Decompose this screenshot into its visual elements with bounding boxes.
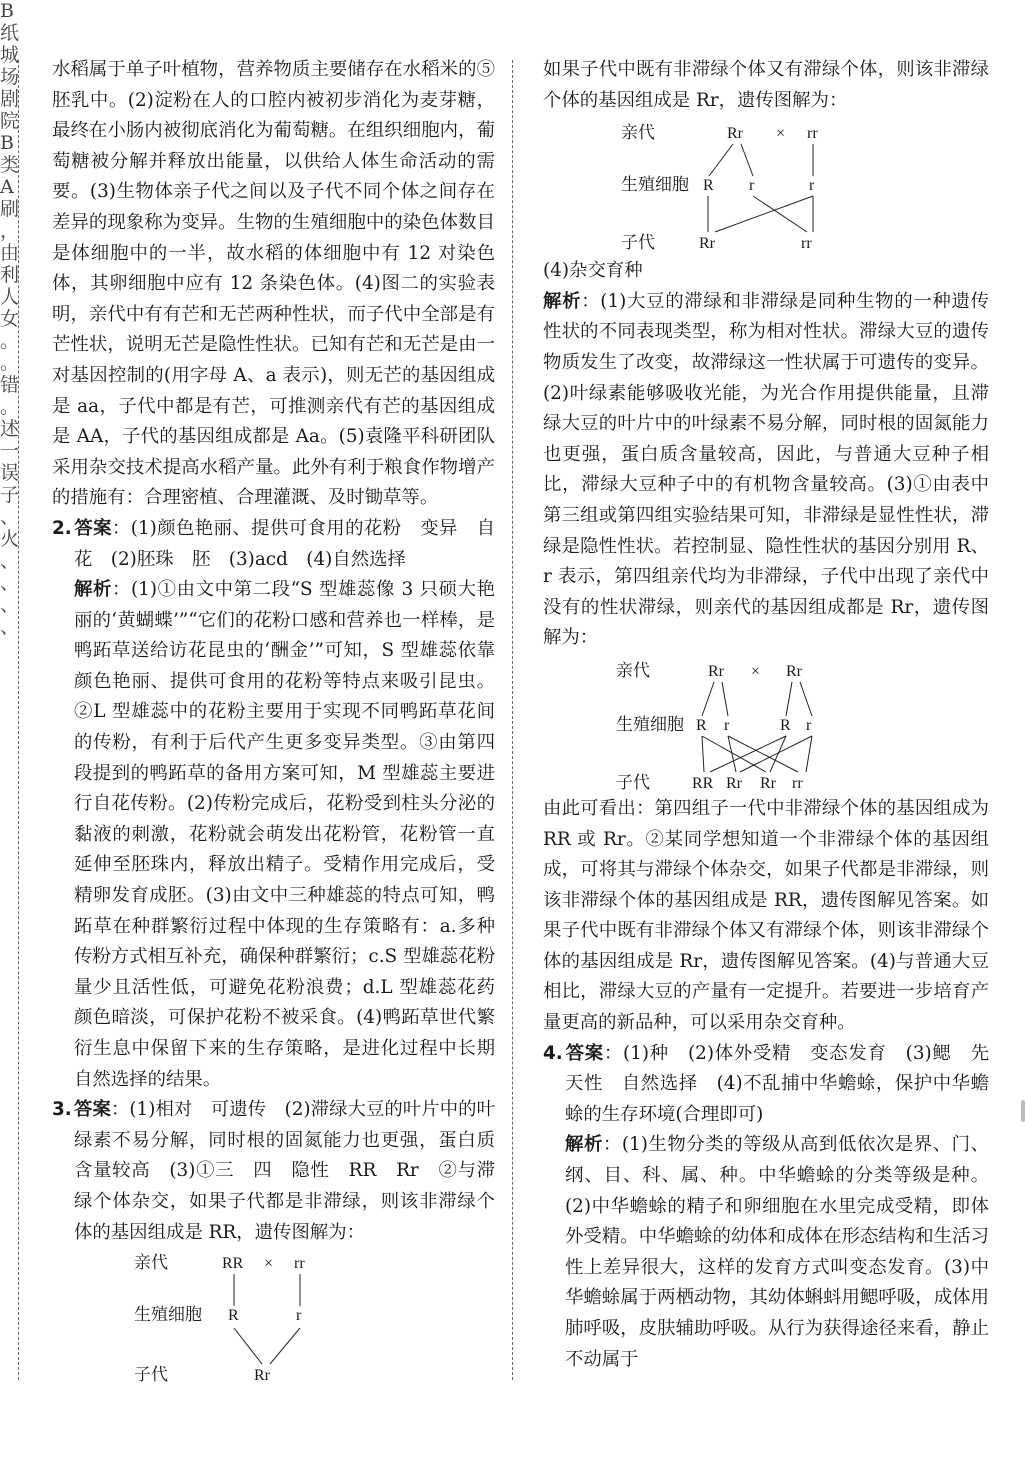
diag3-parent-1: Rr (708, 662, 724, 680)
diag1-label-parent: 亲代 (133, 1253, 168, 1273)
diag3-offspring-2: Rr (726, 774, 742, 792)
diag1-label-offspring: 子代 (133, 1365, 168, 1385)
diag3-arrow (786, 682, 792, 716)
page-edge-tab (1021, 1100, 1025, 1122)
diag3-label-gamete: 生殖细胞 (616, 714, 684, 734)
q3-analysis (543, 287, 989, 654)
genetic-diagram-rr-x-rr-2 (606, 654, 926, 794)
diag3-gamete-2: r (724, 716, 730, 734)
diag1-parent-1: RR (221, 1255, 243, 1273)
q2-answer-label: 答案 (74, 517, 112, 539)
diag1-offspring-1: Rr (253, 1367, 270, 1385)
diag3-arrow (740, 736, 812, 772)
diag3-gamete-1: R (696, 716, 707, 734)
diag1-gamete-1: R (227, 1307, 239, 1325)
q4-number: 4. (543, 1042, 563, 1064)
diag3-arrow (702, 736, 704, 772)
diag2-label-parent: 亲代 (621, 123, 655, 143)
q2-analysis (52, 575, 495, 1095)
q3-answer-text: ：(1)相对 可遗传 (2)滞绿大豆的叶片中的叶绿素不易分解，同时根的固氮能力也更强，蛋白质含量较高 (3)①三 四 隐性 RR Rr ②与滞绿个体杂交，如果子代都是非滞绿，则该非滞绿个体的基因组成是 RR，遗传图解为： (74, 1099, 495, 1243)
diag2-arrow (709, 144, 733, 176)
q3-analysis-label: 解析 (543, 290, 582, 312)
diag2-offspring-2: rr (801, 235, 812, 253)
diag3-offspring-1: RR (692, 774, 714, 792)
diag1-gamete-2: r (295, 1307, 301, 1325)
diag3-label-offspring: 子代 (616, 772, 650, 792)
diag1-arrow (234, 1328, 262, 1364)
diag2-gamete-1: R (703, 177, 714, 195)
q1-analysis-continued: 水稻属于单子叶植物，营养物质主要储存在水稻米的⑤胚乳中。(2)淀粉在人的口腔内被初步消化为麦芽糖，最终在小肠内被彻底消化为葡萄糖。在组织细胞内，葡萄糖被分解并释放出能量，以供给人体生命活动的需要。(3)生物体亲子代之间以及子代不同个体之间存在差异的现象称为变异。生物的生殖细胞中的染色体数目是体细胞中的一半，故水稻的体细胞中有 12 对染色体，其卵细胞中应有 12 条染色体。(4)图二的实验表明，亲代中有有芒和无芒两种性状，而子代中全部是有芒性状，说明无芒是隐性性状。已知有芒和无芒是由一对基因控制的(用字母 A、a 表示)，则无芒的基因组成是 aa，子代中都是有芒，可推测亲代有芒的基因组成是 AA，子代的基因组成都是 Aa。(5)袁隆平科研团队采用杂交技术提高水稻产量。此外有利于粮食作物增产的措施有：合理密植、合理灌溉、及时锄草等。 (52, 59, 495, 509)
diag3-arrow (702, 736, 766, 772)
diag3-arrow (728, 736, 798, 772)
q2-analysis-label: 解析 (74, 579, 112, 601)
diag2-cross: × (776, 125, 786, 143)
diag1-parent-2: rr (293, 1255, 305, 1273)
diag2-label-offspring: 子代 (621, 233, 655, 253)
q3-number: 3. (52, 1099, 72, 1121)
diag1-label-gamete: 生殖细胞 (133, 1305, 202, 1325)
binding-edge-text: B 纸 城 场 剧 院 B 类 A 刷 ， 由 利 人 女 。 。 错 。 述 一 误 子 、 火 、 、 、 、 (0, 0, 20, 638)
q2-number: 2. (52, 517, 72, 539)
diag2-parent-1: Rr (727, 125, 743, 143)
q3-answer-label: 答案 (74, 1099, 111, 1121)
q2-answer-text: ：(1)颜色艳丽、提供可食用的花粉 变异 自花 (2)胚珠 胚 (3)acd (4)自然选择 (74, 517, 495, 570)
q4-answer (543, 1039, 989, 1131)
diag2-arrow (741, 144, 753, 176)
diag3-gamete-3: R (780, 716, 791, 734)
diag2-label-gamete: 生殖细胞 (621, 175, 689, 195)
left-column (52, 55, 495, 1388)
q2-analysis-text: ：(1)①由文中第二段“S 型雄蕊像 3 只硕大艳丽的‘黄蝴蝶’”“它们的花粉口感和营养也一样棒，是鸭跖草送给访花昆虫的‘酬金’”可知，S 型雄蕊依靠颜色艳丽、提供可食用的花粉等特点来吸引昆虫。②L 型雄蕊中的花粉主要用于实现不同鸭跖草花间的传粉，有利于后代产生更多变异类型。③由第四段提到的鸭跖草的备用方案可知，M 型雄蕊主要进行自花传粉。(2)传粉完成后，花粉受到柱头分泌的黏液的刺激，花粉就会萌发出花粉管，花粉管一直延伸至胚珠内，释放出精子。受精作用完成后，受精卵发育成胚。(3)由文中三种雄蕊的特点可知，鸭跖草在种群繁衍过程中体现的生存策略有：a.多种传粉方式相互补充，确保种群繁衍；c.S 型雄蕊花粉量少且活性低，可避免花粉浪费；d.L 型雄蕊花药颜色暗淡，可保护花粉不被采食。(4)鸭跖草世代繁衍生息中保留下来的生存策略，是进化过程中长期自然选择的结果。 (74, 579, 495, 1090)
q4-analysis-label: 解析 (565, 1134, 603, 1156)
diag3-arrow (770, 736, 786, 772)
genetic-diagram-rr-rr (124, 1248, 424, 1388)
q4-answer-text: ：(1)种 (2)体外受精 变态发育 (3)鳃 先天性 自然选择 (4)不乱捕中华蟾蜍，保护中华蟾蜍的生存环境(合理即可) (565, 1042, 989, 1125)
diag3-arrow (722, 682, 728, 716)
q3-analysis-continued: 由此可看出：第四组子一代中非滞绿个体的基因组成为 RR 或 Rr。②某同学想知道一个非滞绿个体的基因组成，可将其与滞绿个体杂交，如果子代都是非滞绿，则该非滞绿个体的基因组成是 RR，遗传图解见答案。如果子代中既有非滞绿个体又有滞绿个体，则该非滞绿个体的基因组成是 Rr，遗传图解见答案。(4)与普通大豆相比，滞绿大豆的产量有一定提升。若要进一步培育产量更高的新品种，可以采用杂交育种。 (543, 797, 989, 1034)
diag2-gamete-2: r (749, 177, 755, 195)
diag3-offspring-4: rr (792, 774, 803, 792)
diag3-label-parent: 亲代 (616, 660, 650, 680)
q4-analysis (543, 1130, 989, 1375)
diag3-arrow (806, 736, 812, 772)
diag1-arrow (270, 1328, 300, 1364)
right-column (543, 55, 989, 1375)
diag3-gamete-4: r (806, 716, 812, 734)
diag2-gamete-3: r (809, 177, 815, 195)
binding-line (18, 60, 19, 1380)
diag3-arrow (702, 682, 714, 716)
diag3-arrow (800, 682, 812, 716)
q4-analysis-text: ：(1)生物分类的等级从高到低依次是界、门、纲、目、科、属、种。中华蟾蜍的分类等级是种。(2)中华蟾蜍的精子和卵细胞在水里完成受精，即体外受精。中华蟾蜍的幼体和成体在形态结构和生活习性上差异很大，这样的发育方式叫变态发育。(3)中华蟾蜍属于两栖动物，其幼体蝌蚪用鳃呼吸，成体用肺呼吸，皮肤辅助呼吸。从行为获得途径来看，静止不动属于 (565, 1134, 989, 1370)
column-divider (512, 60, 513, 1380)
q4-answer-label: 答案 (565, 1042, 604, 1064)
q3-answer (52, 1095, 495, 1248)
diag2-parent-2: rr (807, 125, 818, 143)
q3-analysis-text: ：(1)大豆的滞绿和非滞绿是同种生物的一种遗传性状的不同表现类型，称为相对性状。滞绿大豆的遗传物质发生了改变，故滞绿这一性状属于可遗传的变异。(2)叶绿素能够吸收光能，为光合作用提供能量，且滞绿大豆的叶片中的叶绿素不易分解，同时根的固氮能力也更强，蛋白质含量较高，因此，与普通大豆种子相比，滞绿大豆种子中的有机物含量较高。(3)①由表中第三组或第四组实验结果可知，非滞绿是显性性状，滞绿是隐性性状。若控制显、隐性性状的基因分别用 R、r 表示，第四组亲代均为非滞绿，子代中出现了亲代中没有的性状滞绿，则亲代的基因组成都是 Rr，遗传图解为： (543, 290, 989, 649)
q3-answer-4: (4)杂交育种 (543, 260, 643, 282)
q3-rr-intro: 如果子代中既有非滞绿个体又有滞绿个体，则该非滞绿个体的基因组成是 Rr，遗传图解为： (543, 59, 989, 111)
diag3-parent-2: Rr (786, 662, 802, 680)
diag3-offspring-3: Rr (760, 774, 776, 792)
diag3-cross: × (751, 662, 761, 680)
diag1-cross: × (263, 1255, 273, 1273)
diag3-arrow (710, 736, 786, 772)
q2-answer (52, 514, 495, 575)
genetic-diagram-rr-x-rr (611, 116, 921, 256)
diag2-offspring-1: Rr (699, 235, 715, 253)
